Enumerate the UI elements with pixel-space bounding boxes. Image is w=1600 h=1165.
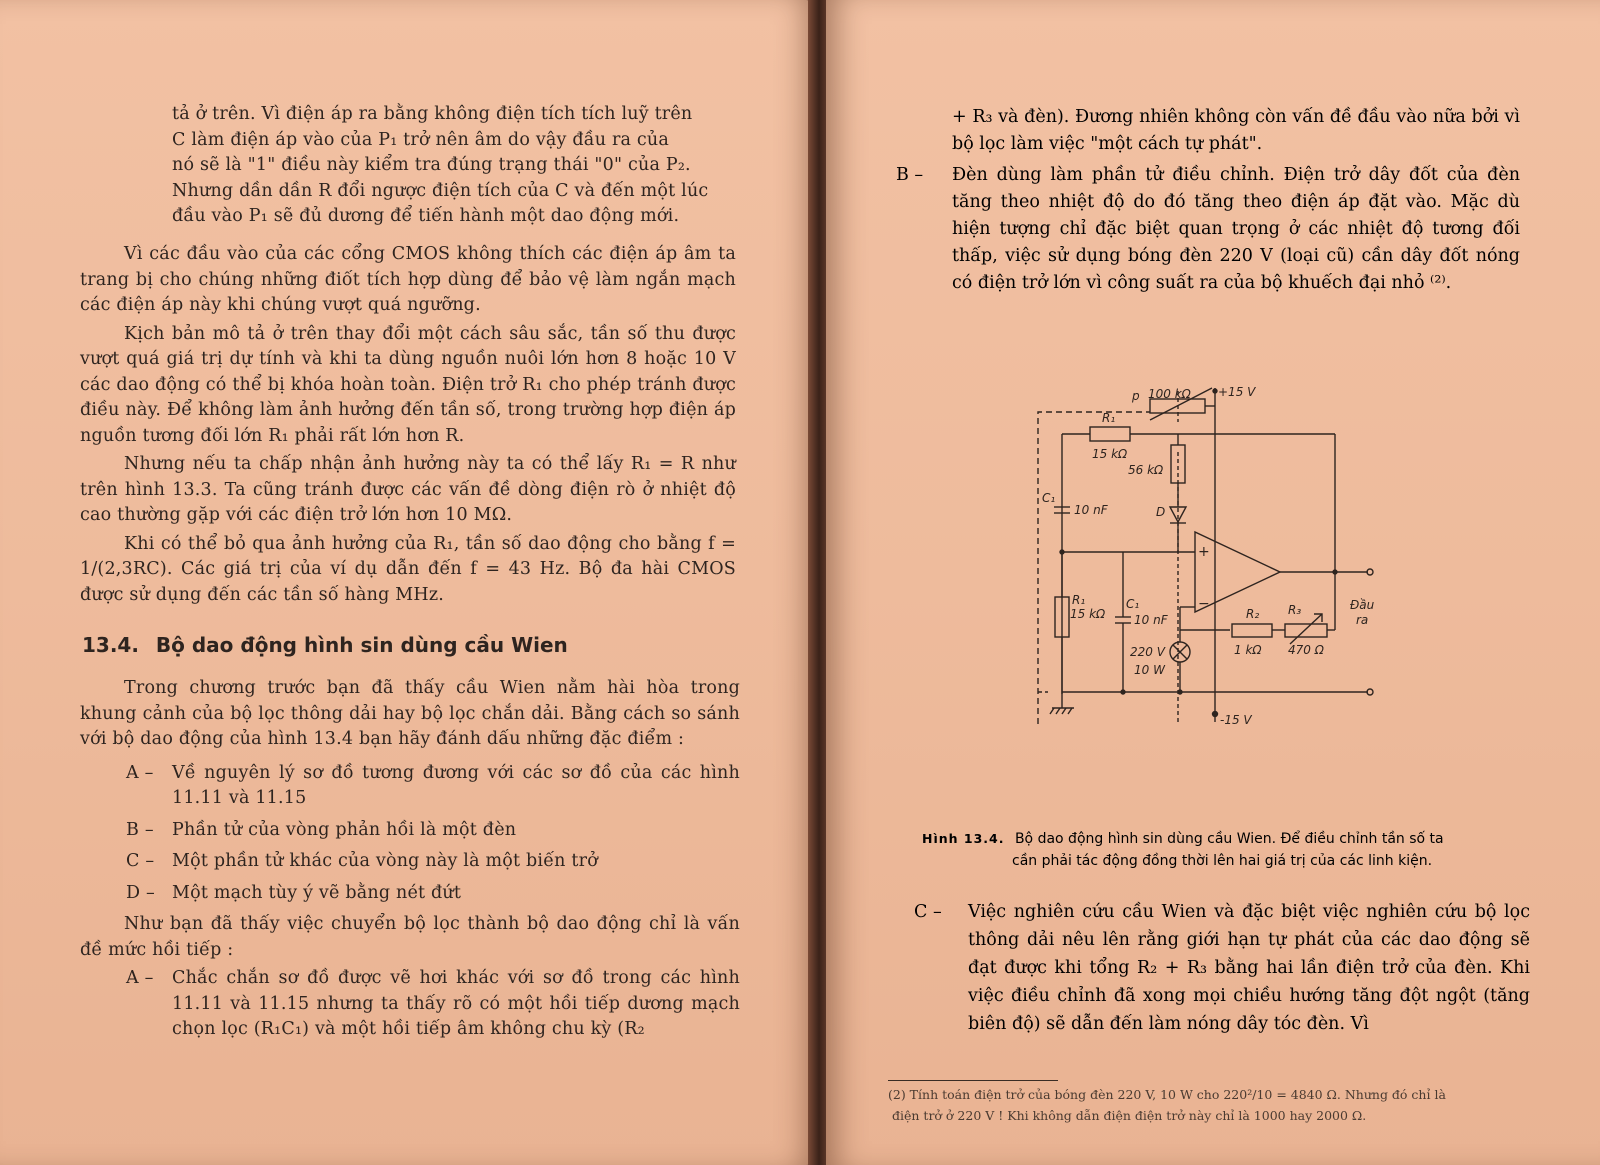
label-r2-value: 1 kΩ xyxy=(1234,643,1262,657)
list-item xyxy=(80,818,740,844)
paragraph: Kịch bản mô tả ở trên thay đổi một cách sâu sắc, tần số thu được vượt quá giá trị dự tính và khi ta dùng nguồn nuôi lớn hơn 8 hoặc 10 V các dao động có thể bị khóa hoàn toàn. Điện trở R₁ cho phép tránh được điều này. Để không làm ảnh hưởng đến tần số, trong trường hợp điện áp nguồn tương đối lớn R₁ phải rất lớn hơn R. xyxy=(80,323,736,446)
item-text: Một phần tử khác của vòng này là một biến trở xyxy=(172,851,598,871)
item-text: Đèn dùng làm phần tử điều chỉnh. Điện trở dây đốt của đèn tăng theo nhiệt độ do đó tăng theo điện áp đặt vào. Mặc dù hiện tượng chỉ đặc biệt quan trọng ở các nhiệt độ tương đối thấp, việc sử dụng bóng đèn 220 V (loại cũ) cần dây đốt nóng có điện trở lớn vì công suất ra của bộ khuếch đại nhỏ ⁽²⁾. xyxy=(952,165,1520,293)
paragraph: Vì các đầu vào của các cổng CMOS không thích các điện áp âm ta trang bị cho chúng những điốt tích hợp dùng để bảo vệ làm ngắn mạch các điện áp này khi chúng vượt quá ngưỡng. xyxy=(80,244,736,315)
list-item xyxy=(80,849,740,875)
list-item-b xyxy=(896,162,1520,297)
continued-text: + R₃ và đèn). Đương nhiên không còn vấn đề đầu vào nữa bởi vì bộ lọc làm việc "một cách tự phát". xyxy=(952,107,1520,154)
caption-label: Hình 13.4. xyxy=(922,831,1005,846)
label-lamp-power: 10 W xyxy=(1134,663,1165,677)
item-text: Phần tử của vòng phản hồi là một đèn xyxy=(172,819,517,840)
item-label: B – xyxy=(896,165,924,185)
body-text-1 xyxy=(80,242,736,611)
label-vminus: -15 V xyxy=(1220,713,1252,727)
caption-line-2: cần phải tác động đồng thời lên hai giá trị của các linh kiện. xyxy=(1012,853,1433,869)
text-line: nó sẽ là "1" điều này kiểm tra đúng trạng thái "0" của P₂. xyxy=(172,155,691,175)
item-label: C – xyxy=(914,902,942,922)
label-c1-bot-value: 10 nF xyxy=(1134,613,1168,627)
label-r3: R₃ xyxy=(1288,603,1302,617)
label-minus-input: − xyxy=(1198,596,1210,612)
caption-line-1: Bộ dao động hình sin dùng cầu Wien. Để điều chỉnh tần số ta xyxy=(1014,831,1444,847)
paragraph: Nhưng nếu ta chấp nhận ảnh hưởng này ta có thể lấy R₁ = R như trên hình 13.3. Ta cũng tránh được các vấn đề dòng điện rò ở nhiệt độ cao thường gặp với các điện trở lớn hơn 10 MΩ. xyxy=(80,454,736,525)
wien-bridge-circuit-diagram xyxy=(1042,385,1400,732)
section-heading xyxy=(82,633,568,657)
item-label: C – xyxy=(126,851,155,871)
paragraph: Khi có thể bỏ qua ảnh hưởng của R₁, tần số dao động cho bằng f = 1/(2,3RC). Các giá trị của ví dụ dẫn đến f = 43 Hz. Bộ đa hài CMOS được sử dụng đến các tần số hàng MHz. xyxy=(80,533,736,605)
item-text: Về nguyên lý sơ đồ tương đương với các sơ đồ của các hình 11.11 và 11.15 xyxy=(172,762,740,808)
text-line: Nhưng dần dần R đổi ngược điện tích của C và đến một lúc xyxy=(172,180,709,201)
footnote-line: điện trở ở 220 V ! Khi không dẫn điện điện trở này chỉ là 1000 hay 2000 Ω. xyxy=(892,1108,1367,1123)
text-line: tả ở trên. Vì điện áp ra bằng không điện tích tích luỹ trên xyxy=(172,104,693,124)
label-plus-input: + xyxy=(1198,544,1210,560)
section-number: 13.4. xyxy=(82,633,139,657)
figure-caption xyxy=(922,828,1522,872)
item-text: Một mạch tùy ý vẽ bằng nét đứt xyxy=(172,882,462,903)
list-item xyxy=(80,761,740,812)
label-c1-bot: C₁ xyxy=(1126,597,1140,611)
label-r1-bot-value: 15 kΩ xyxy=(1070,607,1106,621)
item-label: D – xyxy=(126,882,155,903)
paragraph: Trong chương trước bạn đã thấy cầu Wien nằm hài hòa trong khung cảnh của bộ lọc thông dải hay bộ lọc chắn dải. Bằng cách so sánh với bộ dao động của hình 13.4 bạn hãy đánh dấu những đặc điểm : xyxy=(80,678,740,749)
section-title: Bộ dao động hình sin dùng cầu Wien xyxy=(155,633,568,657)
label-c1-top-value: 10 nF xyxy=(1074,503,1108,517)
paragraph: Như bạn đã thấy việc chuyển bộ lọc thành bộ dao động chỉ là vấn đề mức hồi tiếp : xyxy=(80,914,740,960)
label-c1-top: C₁ xyxy=(1042,491,1056,505)
list-item-c xyxy=(914,898,1530,1038)
label-p: p xyxy=(1132,389,1140,403)
label-lamp-voltage: 220 V xyxy=(1130,645,1165,659)
body-text-2 xyxy=(80,676,740,1049)
label-r2: R₂ xyxy=(1246,607,1260,621)
label-r1-top: R₁ xyxy=(1102,411,1116,425)
label-vplus: +15 V xyxy=(1218,385,1256,399)
label-pot-value: 100 kΩ xyxy=(1148,387,1191,401)
item-label: B – xyxy=(126,819,154,840)
label-r1-top-value: 15 kΩ xyxy=(1092,447,1128,461)
footnote-line: (2) Tính toán điện trở của bóng đèn 220 V, 10 W cho 220²/10 = 4840 Ω. Nhưng đó chỉ là xyxy=(888,1087,1446,1102)
footnote-rule xyxy=(888,1080,1058,1081)
text-line: C làm điện áp vào của P₁ trở nên âm do vậy đầu ra của xyxy=(172,129,670,150)
list-item xyxy=(80,966,740,1043)
footnote xyxy=(888,1084,1568,1126)
text-line: đầu vào P₁ sẽ đủ dương để tiến hành một dao động mới. xyxy=(172,206,680,226)
label-r1-bot: R₁ xyxy=(1072,593,1086,607)
label-output-2: ra xyxy=(1356,613,1369,627)
item-label: A – xyxy=(126,968,154,988)
item-text: Việc nghiên cứu cầu Wien và đặc biệt việc nghiên cứu bộ lọc thông dải nêu lên rằng giới hạn tự phát của các dao động sẽ đạt được khi tổng R₂ + R₃ bằng hai lần điện trở của đèn. Khi việc điều chỉnh đã xong mọi chiều hướng tăng đột ngột (tăng biên độ) sẽ dẫn đến làm nóng dây tóc đèn. Vì xyxy=(968,902,1530,1034)
label-diode: D xyxy=(1156,505,1166,519)
label-r3-value: 470 Ω xyxy=(1288,643,1324,657)
label-r56-value: 56 kΩ xyxy=(1128,463,1164,477)
label-output-1: Đầu xyxy=(1350,598,1375,612)
continued-paragraph xyxy=(172,102,736,230)
item-label: A – xyxy=(126,762,154,783)
item-text: Chắc chắn sơ đồ được vẽ hơi khác với sơ đồ trong các hình 11.11 và 11.15 nhưng ta thấy rõ có một hồi tiếp dương mạch chọn lọc (R₁C₁) và một hồi tiếp âm không chu kỳ (R₂ xyxy=(172,968,740,1039)
list-item xyxy=(80,881,740,907)
